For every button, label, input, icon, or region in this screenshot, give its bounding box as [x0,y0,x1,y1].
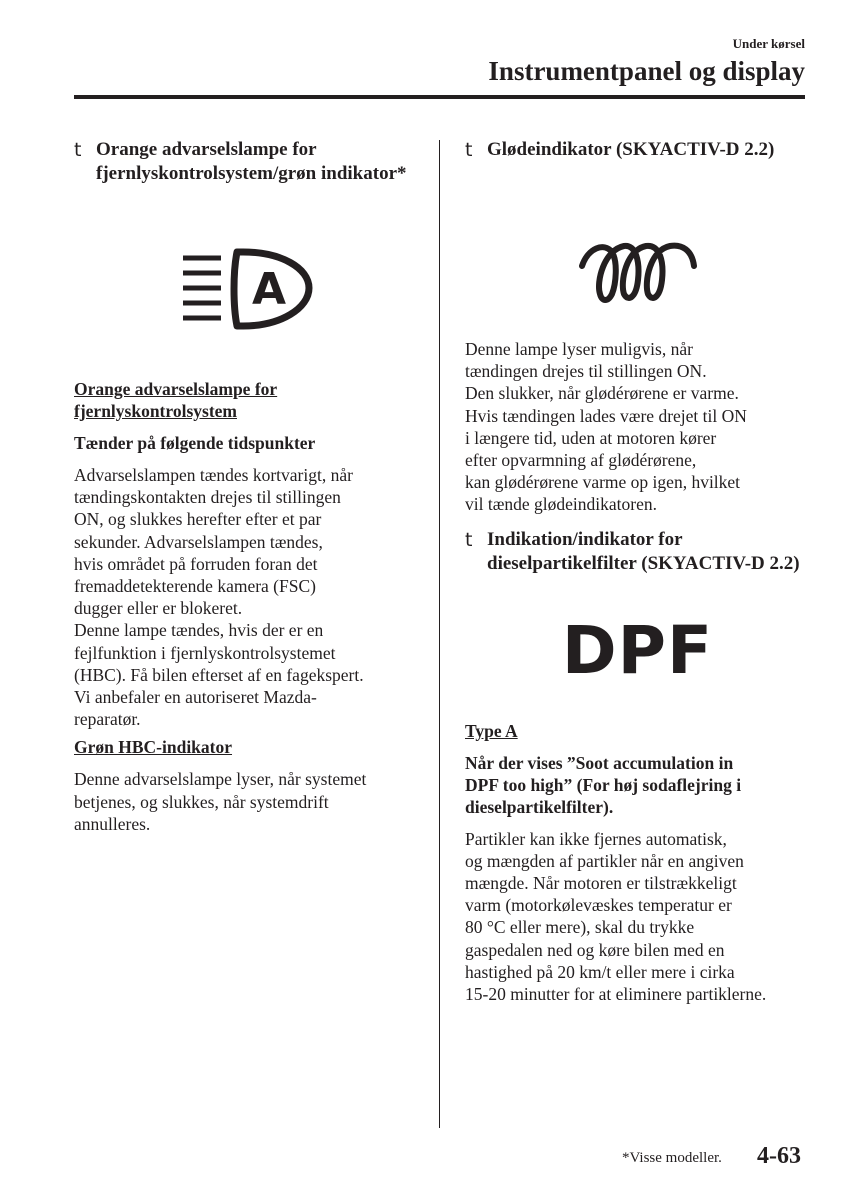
chapter-title: Instrumentpanel og display [488,56,805,86]
footer-note: *Visse modeller. [622,1150,722,1166]
dpf-type-a-subheading: Type A [465,720,518,741]
high-beam-control-A-icon [74,246,419,336]
glow-plug-coil-icon [465,240,810,304]
column-divider [439,140,440,1128]
dpf-soot-heading: Når der vises ”Soot accumulation in DPF too high” (For høj sodaflejring i dieselpartikelfilter). [465,752,742,817]
bullet-marker: t [74,139,82,161]
glow-heading-text: Glødeindikator (SKYACTIV-D 2.2) [487,139,775,160]
dpf-paragraph: Partikler kan ikke fjernes automatisk, og mængden af partikler når en angiven mængde. Når motoren er tilstrækkeligt varm (motorkølevæskes temperatur er 80 °C eller mere), skal du trykke gaspedalen ned og køre bilen med en hastighed på 20 km/t eller mere i cirka 15-20 minutter for at eliminere partiklerne. [465,828,767,1005]
hbc-green-subheading: Grøn HBC-indikator [74,737,233,758]
hbc-green-paragraph: Denne advarselslampe lyser, når systemet betjenes, og slukkes, når systemdrift annulleres. [74,769,367,834]
hbc-orange-timing-heading: Tænder på følgende tidspunkter [74,433,316,453]
hbc-heading-text: Orange advarselslampe for fjernlyskontrolsystem/grøn indikator* [96,139,407,184]
glow-paragraph: Denne lampe lyser muligvis, når tændingen drejes til stillingen ON. Den slukker, når glødérørene er varme. Hvis tændingen lades være drejet til ON i længere tid, uden at motoren kører efter opvarmning af glødérørene, kan glødérørene varme op igen, hvilket vil tænde glødeindikatoren. [465,339,747,515]
bullet-marker: t [465,528,473,551]
bullet-marker: t [465,139,473,161]
svg-text:A: A [251,264,286,315]
hbc-orange-paragraph: Advarselslampen tændes kortvarigt, når tændingskontakten drejes til stillingen ON, og slukkes herefter efter et par sekunder. Advarselslampen tændes, hvis området på forruden foran det fremaddetekterende kamera (FSC) dugger eller er blokeret. Denne lampe tændes, hvis der er en fejlfunktion i fjernlyskontrolsystemet (HBC). Få bilen efterset af en fagekspert. Vi anbefaler en autoriseret Mazda- reparatør. [74,465,364,730]
dpf-indicator-symbol: DPF [561,611,714,689]
dpf-heading-text: Indikation/indikator for dieselpartikelfilter (SKYACTIV-D 2.2) [487,528,800,574]
header-rule [74,95,805,99]
page-number: 4-63 [757,1143,801,1169]
right-column [465,138,810,1005]
dpf-heading [465,528,810,576]
hbc-orange-subheading: Orange advarselslampe for fjernlyskontrolsystem [74,379,278,421]
hbc-heading [74,138,419,186]
section-label: Under kørsel [732,36,805,51]
glow-heading [465,138,810,162]
left-column [74,138,419,835]
